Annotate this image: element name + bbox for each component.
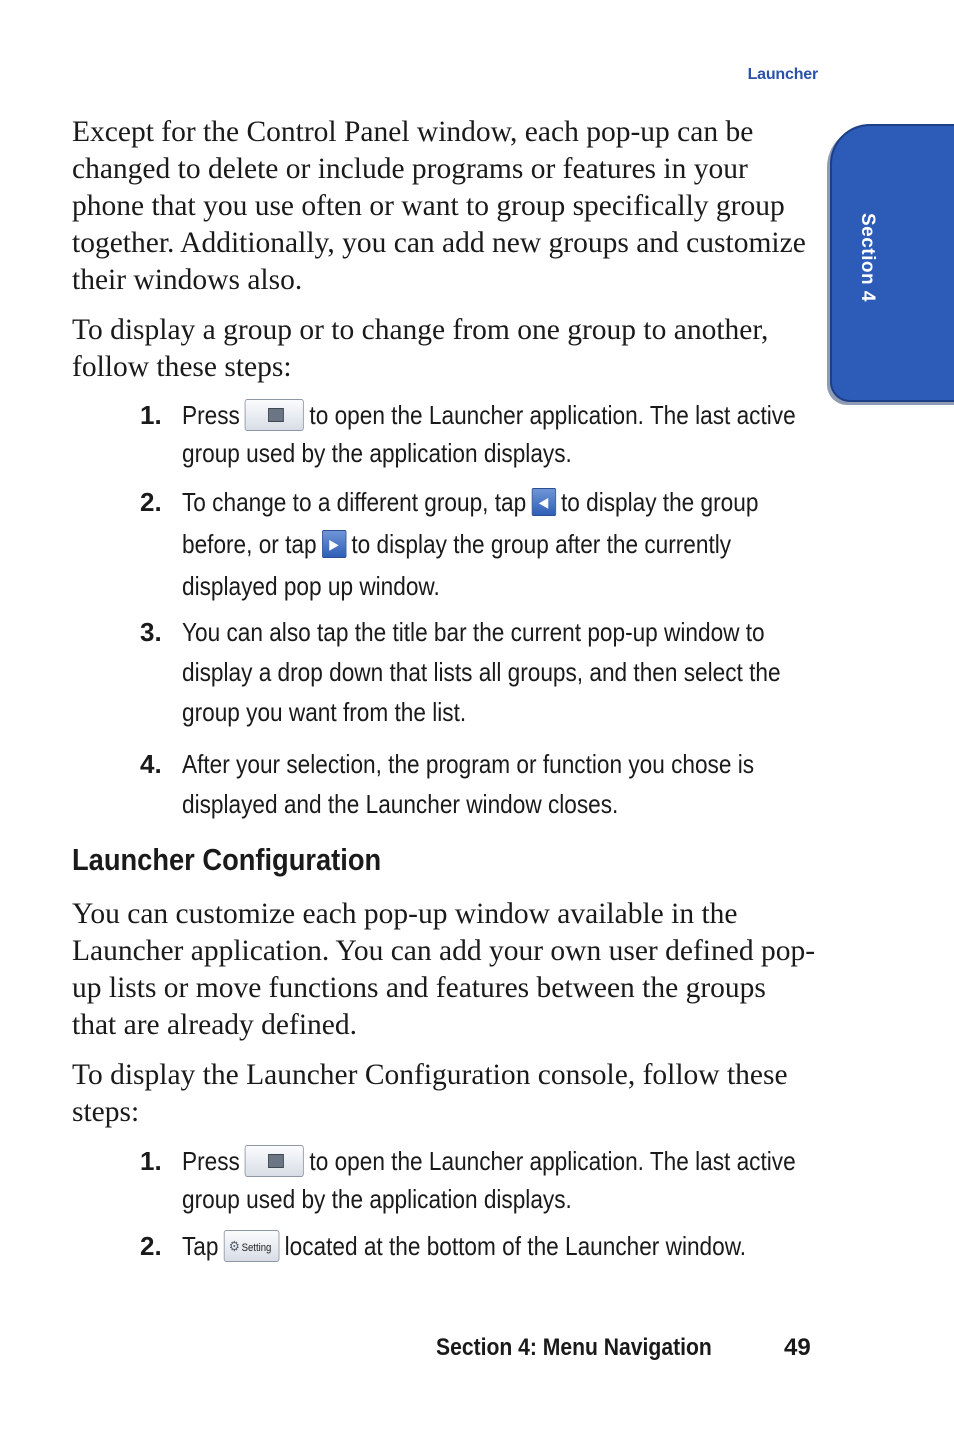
launcher-key-icon [245,1145,304,1177]
launcher-key-icon [245,399,304,431]
page-number: 49 [784,1334,811,1361]
running-header: Launcher [747,66,818,83]
config-paragraph-2: To display the Launcher Configuration console, follow these steps: [72,1059,788,1128]
step-text: You can also tap the title bar the current pop-up window to display a drop down that lists all groups, and then select the group you want from the list. [182,617,781,727]
step-text: to open the Launcher application. The last active group used by the application displays. [182,400,796,468]
config-paragraph-1: You can customize each pop-up window available in the Launcher application. You can add your own user defined pop-up lists or move functions and features between the groups that are already defined. [72,898,816,1041]
step-text: to display the group after the currently displayed pop up window. [182,529,732,601]
intro-paragraph-2: To display a group or to change from one group to another, follow these steps: [72,314,769,383]
step-text: Tap [182,1231,219,1261]
step-text: After your selection, the program or function you chose is displayed and the Launcher window closes. [182,749,755,819]
section-heading: Launcher Configuration [72,842,382,877]
intro-paragraph-1: Except for the Control Panel window, each pop-up can be changed to delete or include programs or features in your phone that you use often or want to group specifically group together. Additionally, you can add new groups and customize their windows also. [72,116,806,296]
step-text: To change to a different group, tap [182,487,527,517]
left-arrow-icon: ◀ [531,488,555,516]
step-number: 2. [140,487,162,517]
section-tab [830,124,954,402]
step-number: 1. [140,1146,162,1176]
section-tab-label: Section 4 [857,213,878,302]
step-number: 3. [140,617,162,647]
right-arrow-icon: ▶ [322,530,346,558]
step-text: located at the bottom of the Launcher window. [284,1231,747,1261]
setting-button-icon [224,1230,280,1262]
gear-icon: ⚙ [228,1238,240,1255]
step-number: 4. [140,749,162,779]
step-number: 2. [140,1231,162,1261]
step-text: Press [182,400,240,430]
step-text: Press [182,1146,240,1176]
step-text: to display the group before, or tap [182,487,759,559]
step-text: to open the Launcher application. The last active group used by the application displays. [182,1146,796,1214]
step-number: 1. [140,400,162,430]
setting-button-label: Setting [241,1242,272,1255]
footer-section-title: Section 4: Menu Navigation [436,1334,712,1361]
